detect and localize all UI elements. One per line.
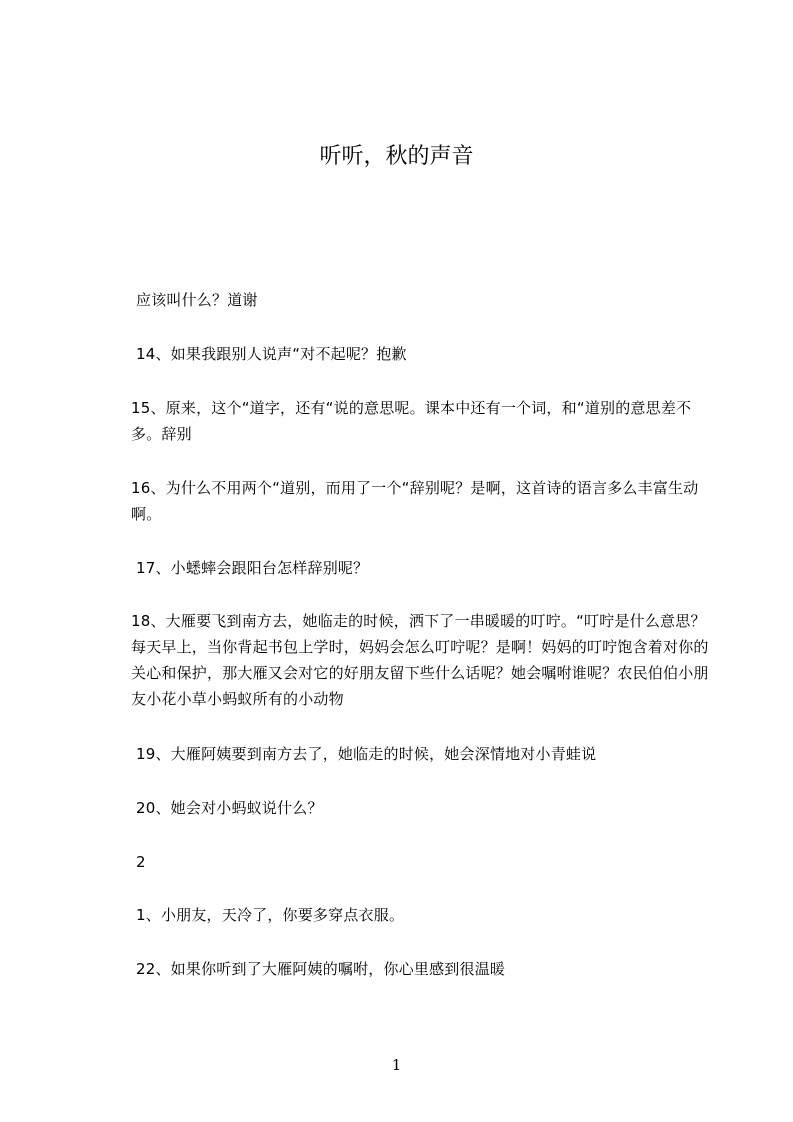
- page-number: 1: [391, 1056, 402, 1074]
- page-title: 听听，秋的声音: [319, 144, 474, 169]
- paragraph-19: 19、大雁阿姨要到南方去了，她临走的时候，她会深情地对小青蛙说: [136, 745, 597, 763]
- paragraph-answer-daoxie: 应该叫什么？道谢: [136, 291, 258, 309]
- paragraph-20: 20、她会对小蚂蚁说什么？: [136, 799, 323, 817]
- paragraph-2: 2: [136, 853, 146, 871]
- paragraph-1: 1、小朋友，天冷了，你要多穿点衣服。: [136, 906, 405, 924]
- paragraph-15: 15、原来，这个“道字，还有“说的意思呢。课本中还有一个词，和“道别的意思差不多。辞别: [131, 399, 692, 443]
- paragraph-18: 18、大雁要飞到南方去，她临走的时候，洒下了一串暖暖的叮咛。“叮咛是什么意思？每天早上，当你背起书包上学时，妈妈会怎么叮咛呢？是啊！妈妈的叮咛饱含着对你的关心和保护，那大雁又会对它的好朋友留下些什么话呢？她会嘱咐谁呢？农民伯伯小朋友小花小草小蚂蚁所有的小动物: [131, 612, 709, 708]
- paragraph-16: 16、为什么不用两个“道别，而用了一个“辞别呢？是啊，这首诗的语言多么丰富生动啊。: [131, 479, 699, 523]
- paragraph-22: 22、如果你听到了大雁阿姨的嘱咐，你心里感到很温暖: [136, 960, 506, 978]
- paragraph-17: 17、小蟋蟀会跟阳台怎样辞别呢？: [136, 559, 369, 577]
- paragraph-14: 14、如果我跟别人说声“对不起呢？抱歉: [136, 345, 407, 363]
